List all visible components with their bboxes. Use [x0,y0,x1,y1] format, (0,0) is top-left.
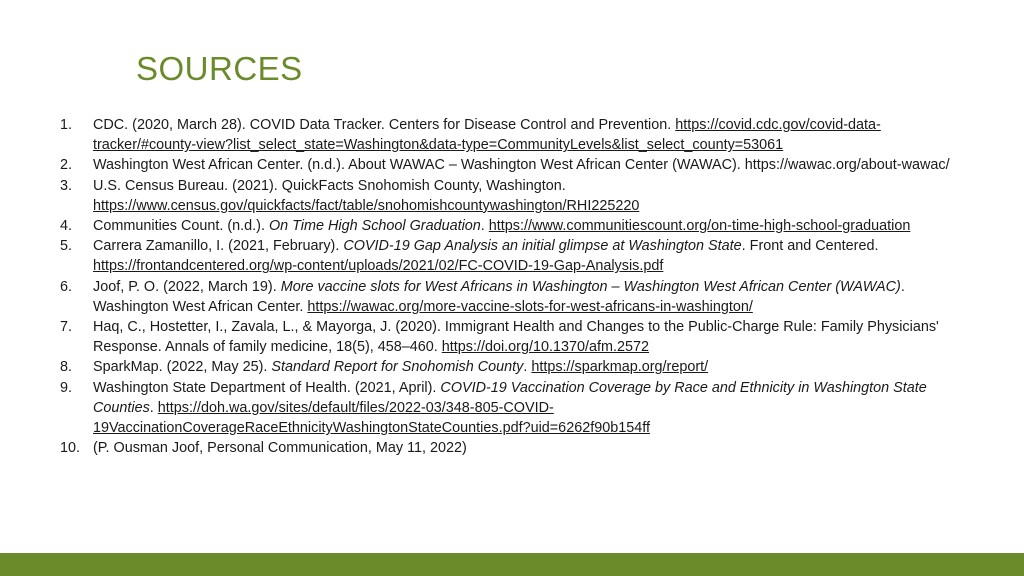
reference-item-4 [60,216,960,236]
reference-text-after: . Front and Centered. [741,238,879,255]
reference-text: Carrera Zamanillo, I. (2021, February). [93,238,344,255]
reference-number: 6. [60,278,73,295]
reference-number: 9. [60,379,73,396]
reference-list [60,115,960,458]
reference-text: CDC. (2020, March 28). COVID Data Tracker. Centers for Disease Control and Prevention. [93,117,676,133]
reference-link[interactable]: https://www.communitiescount.org/on-time-high-school-graduation [488,218,911,235]
reference-italic-title: On Time High School Graduation [268,218,481,235]
reference-item-5 [60,236,960,276]
reference-link[interactable]: https://www.census.gov/quickfacts/fact/table/snohomishcountywashington/RHI225220 [93,197,640,214]
reference-item-1 [60,115,960,155]
reference-item-3 [60,176,960,216]
reference-item-8 [60,357,960,377]
reference-text: U.S. Census Bureau. (2021). QuickFacts Snohomish County, Washington. [93,177,566,194]
reference-number: 4. [60,218,73,235]
reference-item-7 [60,317,960,357]
reference-item-9 [60,378,960,439]
reference-italic-title: More vaccine slots for West Africans in Washington – Washington West African Center (WAWAC) [280,278,901,295]
reference-italic-title: COVID-19 Vaccination Coverage by Race and Ethnicity in Washington State Counties [93,379,927,416]
reference-link[interactable]: https://covid.cdc.gov/covid-data-tracker/#county-view?list_select_state=Washington&data-type=CommunityLevels&list_select_county=53061 [93,117,881,154]
reference-item-10 [60,438,960,458]
reference-text: (P. Ousman Joof, Personal Communication, May 11, 2022) [93,440,467,457]
reference-text-after: . [523,359,532,376]
reference-link[interactable]: https://doi.org/10.1370/afm.2572 [441,339,649,356]
footer-accent-bar [0,553,1024,576]
reference-number: 1. [60,117,73,133]
page-title: SOURCES [136,50,303,87]
reference-number: 10. [60,440,81,457]
reference-text-after: . Washington West African Center. [93,278,905,315]
reference-text: Haq, C., Hostetter, I., Zavala, L., & Mayorga, J. (2020). Immigrant Health and Changes to the Public-Charge Rule: Family Physicians' Response. Annals of family medicine, 18(5), 458–460. [93,319,939,356]
reference-text: Communities Count. (n.d.). [93,218,269,235]
reference-number: 3. [60,177,73,194]
reference-text: Washington State Department of Health. (2021, April). [93,379,441,396]
reference-number: 7. [60,319,73,336]
reference-text-after: . [149,399,158,416]
reference-text: SparkMap. (2022, May 25). [93,359,272,376]
reference-text: Joof, P. O. (2022, March 19). [93,278,281,295]
reference-item-2 [60,155,960,175]
reference-text-after: . [480,218,489,235]
reference-number: 2. [60,157,73,174]
reference-italic-title: COVID-19 Gap Analysis an initial glimpse at Washington State [343,238,742,255]
reference-link[interactable]: https://frontandcentered.org/wp-content/uploads/2021/02/FC-COVID-19-Gap-Analysis.pdf [93,258,664,275]
reference-number: 8. [60,359,73,376]
reference-item-6 [60,277,960,317]
reference-link[interactable]: https://wawac.org/more-vaccine-slots-for-west-africans-in-washington/ [307,298,753,315]
reference-number: 5. [60,238,73,255]
reference-link[interactable]: https://doh.wa.gov/sites/default/files/2022-03/348-805-COVID-19VaccinationCoverageRaceEthnicityWashingtonStateCounties.pdf?uid=6262f90b154ff [93,399,650,437]
reference-italic-title: Standard Report for Snohomish County [271,359,524,376]
reference-link[interactable]: https://sparkmap.org/report/ [531,359,709,376]
reference-text: Washington West African Center. (n.d.). About WAWAC – Washington West African Center (WAWAC). https://wawac.org/about-wawac/ [93,157,950,174]
